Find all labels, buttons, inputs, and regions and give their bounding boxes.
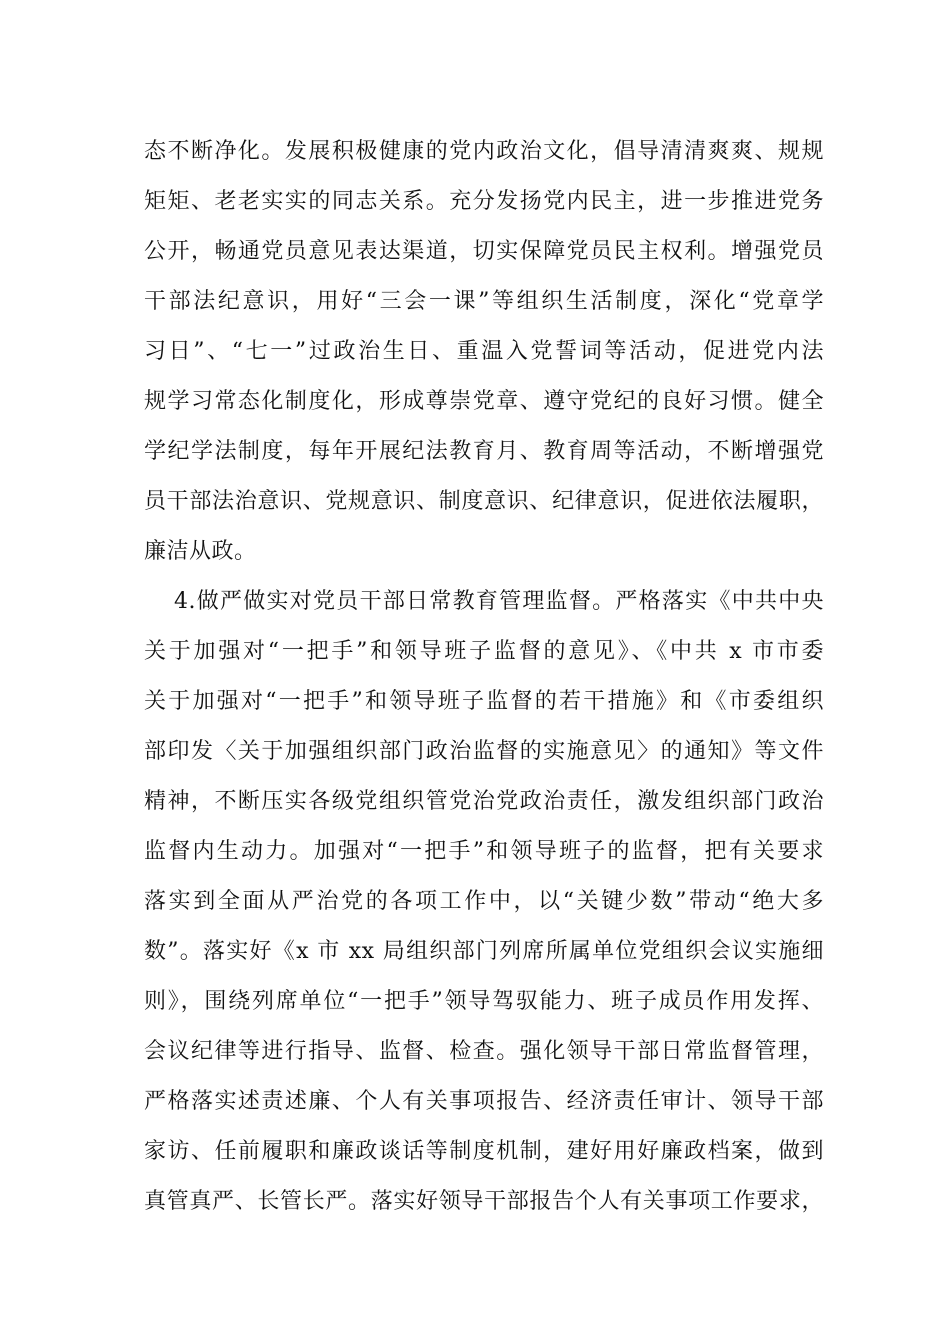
text-line: 落实到全面从严治党的各项工作中，以“关键少数”带动“绝大多 <box>144 889 824 914</box>
section-heading-line: 4.做严做实对党员干部日常教育管理监督。严格落实《中共中央 <box>174 589 824 614</box>
text-line: 态不断净化。发展积极健康的党内政治文化，倡导清清爽爽、规规 <box>144 139 824 164</box>
text-line: 干部法纪意识，用好“三会一课”等组织生活制度，深化“党章学 <box>144 289 824 314</box>
body-text <box>144 127 824 1227</box>
text-line: 习日”、“七一”过政治生日、重温入党誓词等活动，促进党内法 <box>144 339 824 364</box>
text-line: 部印发〈关于加强组织部门政治监督的实施意见〉的通知》等文件 <box>144 739 824 764</box>
text-line: 公开，畅通党员意见表达渠道，切实保障党员民主权利。增强党员 <box>144 239 824 264</box>
text-line: 学纪学法制度，每年开展纪法教育月、教育周等活动，不断增强党 <box>144 439 824 464</box>
text-line: 精神，不断压实各级党组织管党治党政治责任，激发组织部门政治 <box>144 789 824 814</box>
text-line: 关于加强对“一把手”和领导班子监督的若干措施》和《市委组织 <box>144 689 824 714</box>
text-line: 则》，围绕列席单位“一把手”领导驾驭能力、班子成员作用发挥、 <box>144 989 824 1014</box>
text-line: 真管真严、长管长严。落实好领导干部报告个人有关事项工作要求， <box>144 1189 824 1214</box>
text-line: 矩矩、老老实实的同志关系。充分发扬党内民主，进一步推进党务 <box>144 189 824 214</box>
text-line: 会议纪律等进行指导、监督、检查。强化领导干部日常监督管理， <box>144 1039 824 1064</box>
text-line: 关于加强对“一把手”和领导班子监督的意见》、《中共 x 市市委 <box>144 639 824 664</box>
text-line: 家访、任前履职和廉政谈话等制度机制，建好用好廉政档案，做到 <box>144 1139 824 1164</box>
text-line: 规学习常态化制度化，形成尊崇党章、遵守党纪的良好习惯。健全 <box>144 389 824 414</box>
text-line: 严格落实述责述廉、个人有关事项报告、经济责任审计、领导干部 <box>144 1089 824 1114</box>
paragraph-end-line: 廉洁从政。 <box>144 539 257 564</box>
text-line: 监督内生动力。加强对“一把手”和领导班子的监督，把有关要求 <box>144 839 824 864</box>
text-line: 数”。落实好《x 市 xx 局组织部门列席所属单位党组织会议实施细 <box>144 939 824 964</box>
text-line: 员干部法治意识、党规意识、制度意识、纪律意识，促进依法履职， <box>144 489 824 514</box>
